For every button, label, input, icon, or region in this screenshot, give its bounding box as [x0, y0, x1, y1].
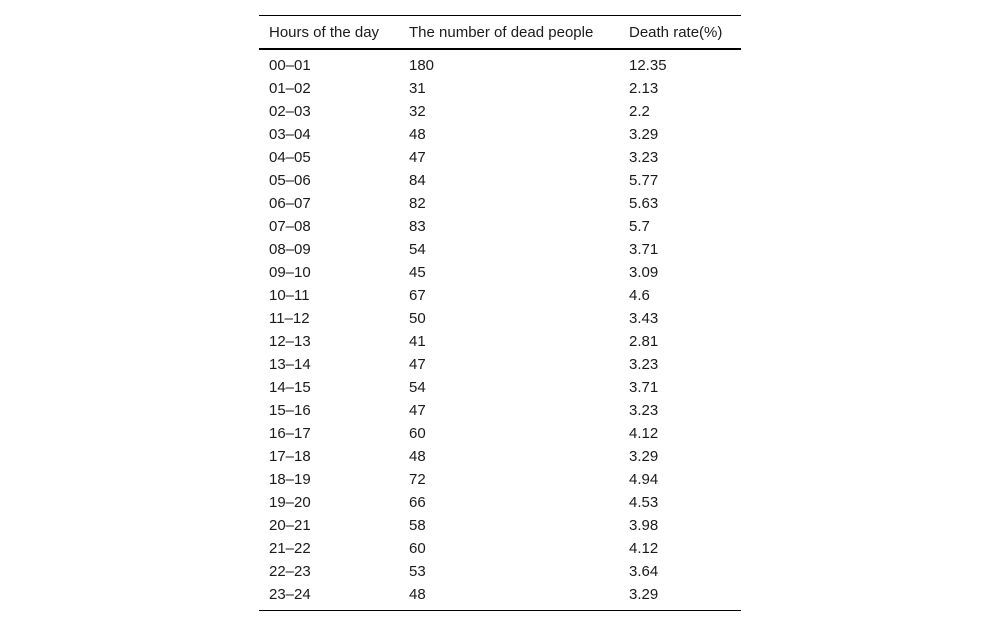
- table-row: [259, 330, 741, 353]
- table-row: [259, 491, 741, 514]
- cell-death-rate: 2.13: [629, 80, 659, 97]
- cell-dead-count: 45: [409, 264, 426, 281]
- cell-dead-count: 67: [409, 287, 426, 304]
- cell-dead-count: 47: [409, 402, 426, 419]
- table-row: [259, 583, 741, 611]
- cell-death-rate: 5.77: [629, 172, 659, 189]
- table-row: [259, 100, 741, 123]
- cell-dead-count: 48: [409, 126, 426, 143]
- data-table-container: [259, 15, 741, 611]
- cell-hours: 14–15: [269, 379, 311, 396]
- table-row: [259, 353, 741, 376]
- cell-dead-count: 48: [409, 586, 426, 603]
- death-rate-table: [259, 15, 741, 611]
- cell-hours: 06–07: [269, 195, 311, 212]
- cell-hours: 18–19: [269, 471, 311, 488]
- table-row: [259, 49, 741, 77]
- table-row: [259, 261, 741, 284]
- cell-death-rate: 3.43: [629, 310, 659, 327]
- table-row: [259, 376, 741, 399]
- header-row: [259, 16, 741, 50]
- table-row: [259, 537, 741, 560]
- cell-death-rate: 12.35: [629, 57, 667, 74]
- cell-hours: 20–21: [269, 517, 311, 534]
- cell-death-rate: 5.63: [629, 195, 659, 212]
- table-row: [259, 468, 741, 491]
- cell-dead-count: 66: [409, 494, 426, 511]
- cell-dead-count: 82: [409, 195, 426, 212]
- cell-hours: 04–05: [269, 149, 311, 166]
- table-row: [259, 238, 741, 261]
- cell-death-rate: 3.29: [629, 448, 659, 465]
- cell-dead-count: 47: [409, 356, 426, 373]
- cell-hours: 00–01: [269, 57, 311, 74]
- table-row: [259, 146, 741, 169]
- cell-hours: 22–23: [269, 563, 311, 580]
- cell-death-rate: 3.71: [629, 379, 659, 396]
- cell-death-rate: 3.09: [629, 264, 659, 281]
- cell-dead-count: 47: [409, 149, 426, 166]
- cell-hours: 05–06: [269, 172, 311, 189]
- cell-hours: 23–24: [269, 586, 311, 603]
- cell-hours: 17–18: [269, 448, 311, 465]
- cell-death-rate: 4.12: [629, 540, 659, 557]
- table-row: [259, 284, 741, 307]
- cell-death-rate: 4.94: [629, 471, 659, 488]
- cell-dead-count: 72: [409, 471, 426, 488]
- table-header: [259, 16, 741, 50]
- cell-death-rate: 5.7: [629, 218, 650, 235]
- cell-death-rate: 2.2: [629, 103, 650, 120]
- cell-dead-count: 54: [409, 241, 426, 258]
- cell-hours: 07–08: [269, 218, 311, 235]
- cell-dead-count: 50: [409, 310, 426, 327]
- cell-dead-count: 32: [409, 103, 426, 120]
- cell-hours: 10–11: [269, 287, 310, 304]
- cell-hours: 13–14: [269, 356, 311, 373]
- cell-dead-count: 54: [409, 379, 426, 396]
- table-row: [259, 215, 741, 238]
- cell-dead-count: 31: [409, 80, 426, 97]
- cell-dead-count: 53: [409, 563, 426, 580]
- header-hours: Hours of the day: [269, 23, 380, 41]
- table-row: [259, 422, 741, 445]
- cell-hours: 11–12: [269, 310, 310, 327]
- cell-death-rate: 3.23: [629, 402, 659, 419]
- cell-dead-count: 48: [409, 448, 426, 465]
- cell-dead-count: 60: [409, 540, 426, 557]
- table-row: [259, 399, 741, 422]
- cell-hours: 09–10: [269, 264, 311, 281]
- cell-death-rate: 4.12: [629, 425, 659, 442]
- cell-death-rate: 3.29: [629, 586, 659, 603]
- table-row: [259, 77, 741, 100]
- cell-dead-count: 83: [409, 218, 426, 235]
- cell-dead-count: 84: [409, 172, 426, 189]
- header-death-rate: Death rate(%): [629, 23, 723, 41]
- cell-hours: 08–09: [269, 241, 311, 258]
- cell-dead-count: 60: [409, 425, 426, 442]
- cell-hours: 15–16: [269, 402, 311, 419]
- table-row: [259, 123, 741, 146]
- table-row: [259, 445, 741, 468]
- cell-death-rate: 3.23: [629, 149, 659, 166]
- table-row: [259, 514, 741, 537]
- cell-death-rate: 3.29: [629, 126, 659, 143]
- cell-death-rate: 3.71: [629, 241, 659, 258]
- table-body: [259, 49, 741, 611]
- cell-death-rate: 2.81: [629, 333, 659, 350]
- table-row: [259, 560, 741, 583]
- cell-hours: 01–02: [269, 80, 311, 97]
- cell-dead-count: 58: [409, 517, 426, 534]
- cell-dead-count: 180: [409, 57, 435, 74]
- cell-hours: 16–17: [269, 425, 311, 442]
- cell-dead-count: 41: [409, 333, 426, 350]
- cell-hours: 19–20: [269, 494, 311, 511]
- header-dead-count: The number of dead people: [409, 23, 594, 41]
- cell-hours: 12–13: [269, 333, 311, 350]
- cell-hours: 02–03: [269, 103, 311, 120]
- table-row: [259, 307, 741, 330]
- table-row: [259, 169, 741, 192]
- cell-death-rate: 3.64: [629, 563, 659, 580]
- cell-death-rate: 4.53: [629, 494, 659, 511]
- cell-hours: 21–22: [269, 540, 311, 557]
- cell-hours: 03–04: [269, 126, 311, 143]
- cell-death-rate: 3.98: [629, 517, 659, 534]
- cell-death-rate: 4.6: [629, 287, 650, 304]
- table-row: [259, 192, 741, 215]
- cell-death-rate: 3.23: [629, 356, 659, 373]
